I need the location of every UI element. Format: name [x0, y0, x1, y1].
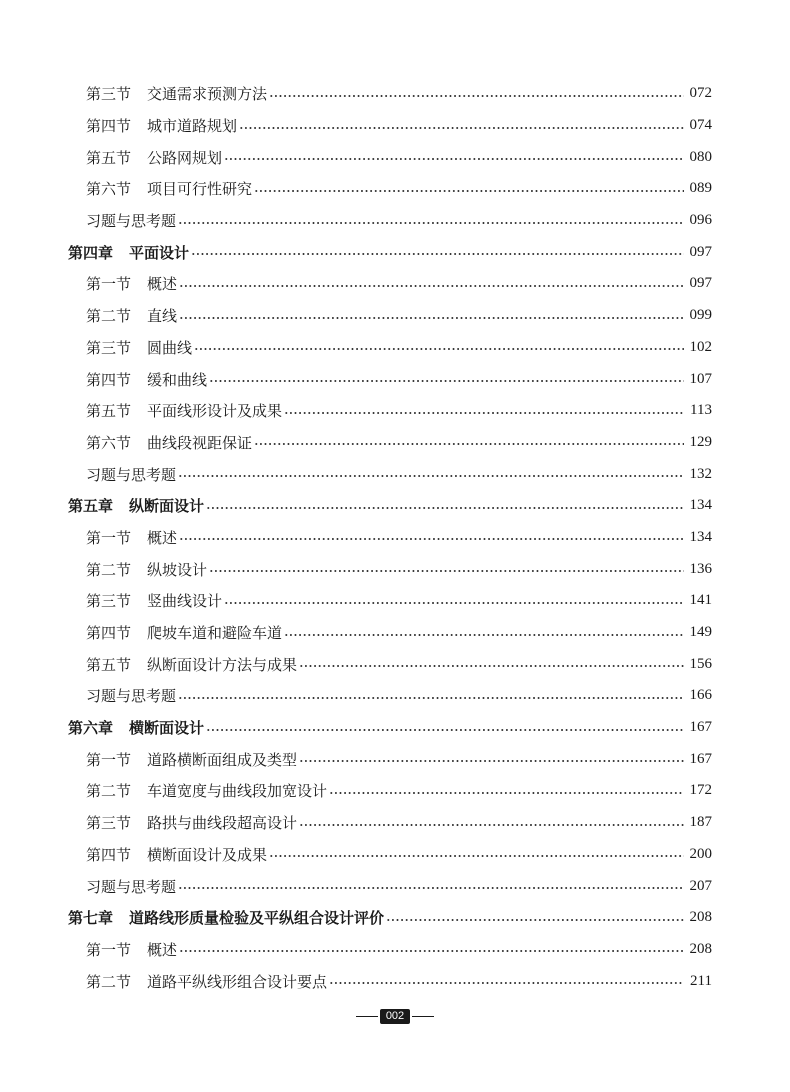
toc-title: 道路平纵线形组合设计要点 [147, 972, 328, 991]
toc-number: 第一节 [86, 528, 132, 547]
toc-title: 道路横断面组成及类型 [147, 750, 298, 769]
toc-title: 道路线形质量检验及平纵组合设计评价 [129, 909, 385, 928]
toc-title: 横断面设计 [129, 719, 205, 738]
toc-entry[interactable] [0, 965, 790, 997]
dot-leader [299, 824, 683, 826]
toc-page-number: 096 [689, 212, 712, 229]
toc-entry[interactable] [0, 553, 790, 585]
dot-leader [224, 602, 683, 604]
dot-leader [239, 127, 683, 129]
toc-entry[interactable] [0, 680, 790, 712]
toc-label [86, 749, 297, 770]
toc-label [86, 337, 192, 358]
toc-number: 第五章 [68, 497, 114, 516]
toc-label [86, 971, 327, 992]
toc-title: 习题与思考题 [86, 465, 177, 484]
footer-rule-left [356, 1016, 378, 1017]
dot-leader [224, 158, 683, 160]
dot-leader [178, 222, 683, 224]
toc-title: 平面线形设计及成果 [147, 402, 283, 421]
toc-title: 习题与思考题 [86, 877, 177, 896]
toc-entry[interactable] [0, 300, 790, 332]
toc-page-number: 200 [689, 845, 712, 862]
toc-entry[interactable] [0, 173, 790, 205]
toc-label [86, 178, 252, 199]
toc-label [86, 622, 282, 643]
toc-number: 第三节 [86, 85, 132, 104]
toc-page-number: 208 [689, 940, 712, 957]
toc-page-number: 099 [689, 307, 712, 324]
dot-leader [329, 792, 683, 794]
toc-title: 公路网规划 [147, 148, 223, 167]
toc-entry[interactable] [0, 585, 790, 617]
toc-label [86, 876, 176, 897]
toc-page-number: 187 [689, 814, 712, 831]
toc-number: 第六章 [68, 719, 114, 738]
toc-number: 第三节 [86, 592, 132, 611]
toc-number: 第六节 [86, 180, 132, 199]
toc-number: 第三节 [86, 814, 132, 833]
toc-title: 交通需求预测方法 [147, 85, 268, 104]
toc-title: 纵断面设计 [129, 497, 205, 516]
toc-page-number: 167 [689, 750, 712, 767]
dot-leader [179, 538, 683, 540]
toc-title: 直线 [147, 307, 178, 326]
toc-label [86, 559, 207, 580]
toc-title: 平面设计 [129, 243, 190, 262]
footer-rule-right [412, 1016, 434, 1017]
toc-entry[interactable] [0, 78, 790, 110]
dot-leader [206, 729, 683, 731]
toc-label [86, 527, 177, 548]
toc-number: 第四节 [86, 370, 132, 389]
dot-leader [386, 919, 683, 921]
toc-page-number: 097 [689, 243, 712, 260]
toc-page-number: 156 [689, 655, 712, 672]
toc-page-number: 167 [689, 719, 712, 736]
toc-page-number: 072 [689, 85, 712, 102]
toc-page-number: 207 [689, 877, 712, 894]
dot-leader [191, 253, 683, 255]
toc-chapter-entry[interactable] [0, 490, 790, 522]
toc-label [86, 305, 177, 326]
toc-entry[interactable] [0, 110, 790, 142]
page-number-badge: 002 [380, 1009, 410, 1024]
dot-leader [284, 634, 683, 636]
toc-entry[interactable] [0, 363, 790, 395]
toc-number: 第一节 [86, 940, 132, 959]
toc-label [68, 242, 189, 263]
toc-label [86, 147, 222, 168]
toc-page-number: 172 [689, 782, 712, 799]
toc-page-number: 134 [689, 528, 712, 545]
toc-label [68, 907, 384, 928]
toc-entry[interactable] [0, 395, 790, 427]
page-footer [0, 1009, 790, 1024]
dot-leader [178, 697, 683, 699]
toc-page-number: 208 [689, 909, 712, 926]
dot-leader [194, 348, 683, 350]
toc-entry[interactable] [0, 141, 790, 173]
toc-entry[interactable] [0, 522, 790, 554]
dot-leader [179, 317, 683, 319]
toc-number: 第四节 [86, 624, 132, 643]
toc-label [86, 654, 297, 675]
toc-number: 第四节 [86, 845, 132, 864]
toc-title: 爬坡车道和避险车道 [147, 624, 283, 643]
toc-entry[interactable] [0, 427, 790, 459]
toc-entry[interactable] [0, 205, 790, 237]
toc-page-number: 074 [689, 117, 712, 134]
toc-label [68, 717, 204, 738]
dot-leader [209, 380, 683, 382]
toc-number: 第二节 [86, 972, 132, 991]
toc-label [68, 495, 204, 516]
toc-entry[interactable] [0, 807, 790, 839]
toc-title: 习题与思考题 [86, 687, 177, 706]
toc-number: 第五节 [86, 655, 132, 674]
toc-entry[interactable] [0, 870, 790, 902]
toc-number: 第三节 [86, 338, 132, 357]
toc-number: 第七章 [68, 909, 114, 928]
toc-chapter-entry[interactable] [0, 236, 790, 268]
toc-page-number: 080 [689, 148, 712, 165]
toc-page-number: 113 [690, 402, 712, 419]
toc-page-number: 102 [689, 338, 712, 355]
toc-page-number: 136 [689, 560, 712, 577]
toc-number: 第一节 [86, 750, 132, 769]
dot-leader [269, 855, 683, 857]
toc-entry[interactable] [0, 648, 790, 680]
dot-leader [329, 982, 684, 984]
toc-entry[interactable] [0, 268, 790, 300]
dot-leader [179, 950, 683, 952]
toc-label [86, 844, 267, 865]
toc-title: 习题与思考题 [86, 212, 177, 231]
toc-page-number: 149 [689, 624, 712, 641]
dot-leader [284, 412, 684, 414]
toc-entry[interactable] [0, 775, 790, 807]
toc-title: 圆曲线 [147, 338, 193, 357]
toc-page-number: 166 [689, 687, 712, 704]
dot-leader [254, 190, 683, 192]
toc-page-number: 141 [689, 592, 712, 609]
toc-page-number: 134 [689, 497, 712, 514]
toc-label [86, 939, 177, 960]
toc-title: 项目可行性研究 [147, 180, 253, 199]
toc-page-number: 129 [689, 433, 712, 450]
toc-page-number: 089 [689, 180, 712, 197]
toc-number: 第五节 [86, 402, 132, 421]
toc-label [86, 273, 177, 294]
toc-title: 车道宽度与曲线段加宽设计 [147, 782, 328, 801]
toc-title: 概述 [147, 528, 178, 547]
toc-label [86, 590, 222, 611]
toc-entry[interactable] [0, 743, 790, 775]
toc-page-number: 107 [689, 370, 712, 387]
toc-page-number: 132 [689, 465, 712, 482]
toc-title: 曲线段视距保证 [147, 433, 253, 452]
dot-leader [206, 507, 683, 509]
toc-number: 第六节 [86, 433, 132, 452]
toc-title: 概述 [147, 940, 178, 959]
toc-label [86, 685, 176, 706]
toc-label [86, 369, 207, 390]
toc-label [86, 400, 282, 421]
toc-entry[interactable] [0, 617, 790, 649]
toc-number: 第五节 [86, 148, 132, 167]
toc-number: 第一节 [86, 275, 132, 294]
dot-leader [254, 443, 683, 445]
dot-leader [209, 570, 683, 572]
toc-chapter-entry[interactable] [0, 902, 790, 934]
toc-page-number: 097 [689, 275, 712, 292]
toc-title: 城市道路规划 [147, 117, 238, 136]
toc-title: 纵断面设计方法与成果 [147, 655, 298, 674]
dot-leader [299, 665, 683, 667]
dot-leader [179, 285, 683, 287]
toc-label [86, 83, 267, 104]
toc-page-number: 211 [690, 972, 712, 989]
toc-title: 路拱与曲线段超高设计 [147, 814, 298, 833]
dot-leader [178, 887, 683, 889]
toc-entry[interactable] [0, 934, 790, 966]
toc-title: 横断面设计及成果 [147, 845, 268, 864]
dot-leader [269, 95, 683, 97]
toc-entry[interactable] [0, 458, 790, 490]
toc-title: 缓和曲线 [147, 370, 208, 389]
toc-number: 第二节 [86, 560, 132, 579]
toc-label [86, 210, 176, 231]
toc-label [86, 812, 297, 833]
toc-entry[interactable] [0, 839, 790, 871]
table-of-contents [0, 78, 790, 997]
toc-number: 第四章 [68, 243, 114, 262]
toc-number: 第四节 [86, 117, 132, 136]
toc-chapter-entry[interactable] [0, 712, 790, 744]
toc-label [86, 464, 176, 485]
toc-label [86, 780, 327, 801]
toc-title: 概述 [147, 275, 178, 294]
dot-leader [178, 475, 683, 477]
toc-title: 纵坡设计 [147, 560, 208, 579]
dot-leader [299, 760, 683, 762]
toc-label [86, 432, 252, 453]
toc-label [86, 115, 237, 136]
toc-number: 第二节 [86, 307, 132, 326]
toc-entry[interactable] [0, 332, 790, 364]
toc-title: 竖曲线设计 [147, 592, 223, 611]
toc-number: 第二节 [86, 782, 132, 801]
